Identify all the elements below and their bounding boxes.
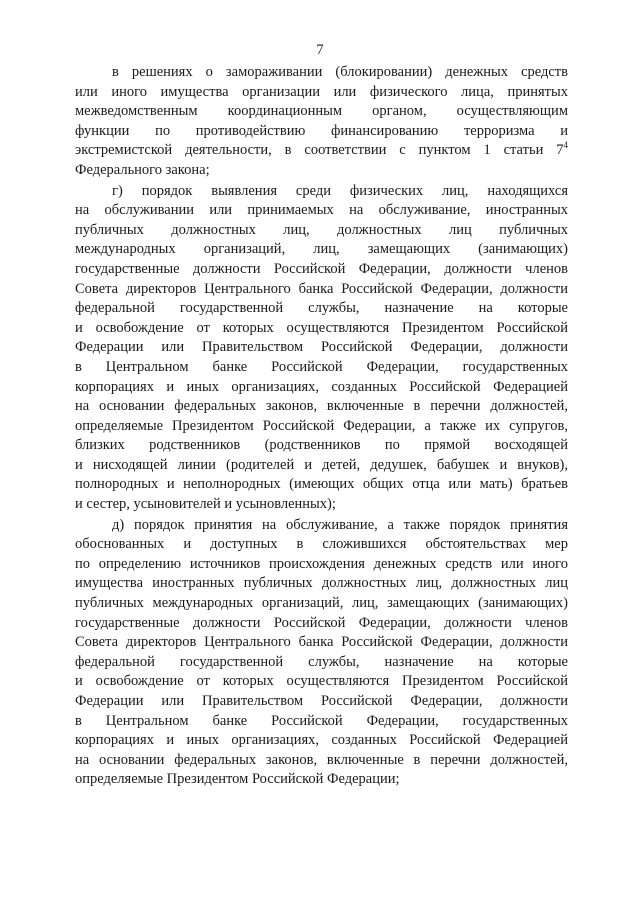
text-line: функции по противодействию финансированию терроризма и — [75, 122, 568, 139]
text-line: Совета директоров Центрального банка Российской Федерации, должности — [75, 634, 568, 651]
paragraph-g-identification-procedure — [75, 182, 568, 515]
text-line: имущества иностранных публичных должностных лиц, должностных лиц — [75, 575, 568, 592]
text-line: на обслуживании или принимаемых на обслуживание, иностранных — [75, 202, 568, 219]
text-line: близких родственников (родственников по прямой восходящей — [75, 437, 568, 454]
document-body — [75, 63, 568, 790]
article-superscript: 4 — [563, 140, 568, 151]
text-line: в решениях о замораживании (блокировании) денежных средств — [112, 64, 568, 80]
text-line: публичных международных организаций, лиц, замещающих (занимающих) — [75, 595, 568, 612]
text-line: и освобождение от которых осуществляются Президентом Российской — [75, 319, 568, 336]
text-line: международных организаций, лиц, замещающих (занимающих) — [75, 241, 568, 258]
text-line: федеральной государственной службы, назначение на которые — [75, 653, 568, 670]
text-line: в Центральном банке Российской Федерации, государственных — [75, 712, 568, 729]
text-line: и освобождение от которых осуществляются Президентом Российской — [75, 673, 568, 690]
text-line: на основании федеральных законов, включенные в перечни должностей, — [75, 751, 568, 768]
text-line: обоснованных и доступных в сложившихся обстоятельствах мер — [75, 536, 568, 553]
text-line-content: экстремистской деятельности, в соответствии с пунктом 1 статьи 7 — [75, 142, 564, 159]
paragraph-d-onboarding-procedure — [75, 516, 568, 790]
text-line: г) порядок выявления среди физических лиц, находящихся — [112, 182, 568, 199]
text-line: публичных должностных лиц, должностных лиц публичных — [75, 221, 568, 238]
page-number: 7 — [316, 42, 324, 58]
text-line: Совета директоров Центрального банка Российской Федерации, должности — [75, 280, 568, 297]
text-line: федеральной государственной службы, назначение на которые — [75, 300, 568, 317]
text-line: по определению источников происхождения денежных средств или иного — [75, 555, 568, 572]
text-line — [75, 141, 568, 161]
text-line: определяемые Президентом Российской Федерации, а также их супругов, — [75, 417, 568, 434]
text-line: на основании федеральных законов, включенные в перечни должностей, — [75, 398, 568, 415]
text-line: государственные должности Российской Федерации, должности членов — [75, 614, 568, 631]
paragraph-blocking-decisions — [75, 63, 568, 181]
text-line: корпорациях и иных организациях, созданных Российской Федерацией — [75, 732, 568, 749]
text-line: Федерации или Правительством Российской Федерации, должности — [75, 339, 568, 356]
text-line: полнородных и неполнородных (имеющих общих отца или мать) братьев — [75, 476, 568, 493]
text-line: корпорациях и иных организациях, созданных Российской Федерацией — [75, 378, 568, 395]
text-line: и сестер, усыновителей и усыновленных); — [75, 496, 336, 513]
text-line: межведомственным координационным органом, осуществляющим — [75, 103, 568, 120]
text-line: в Центральном банке Российской Федерации, государственных — [75, 358, 568, 375]
text-line: д) порядок принятия на обслуживание, а также порядок принятия — [112, 516, 568, 533]
text-line: и нисходящей линии (родителей и детей, дедушек, бабушек и внуков), — [75, 456, 568, 473]
text-line: определяемые Президентом Российской Федерации; — [75, 771, 400, 788]
text-line: государственные должности Российской Федерации, должности членов — [75, 260, 568, 277]
text-line: Федерации или Правительством Российской Федерации, должности — [75, 693, 568, 709]
text-line: Федерального закона; — [75, 161, 210, 178]
text-line: или иного имущества организации или физического лица, принятых — [75, 83, 568, 100]
